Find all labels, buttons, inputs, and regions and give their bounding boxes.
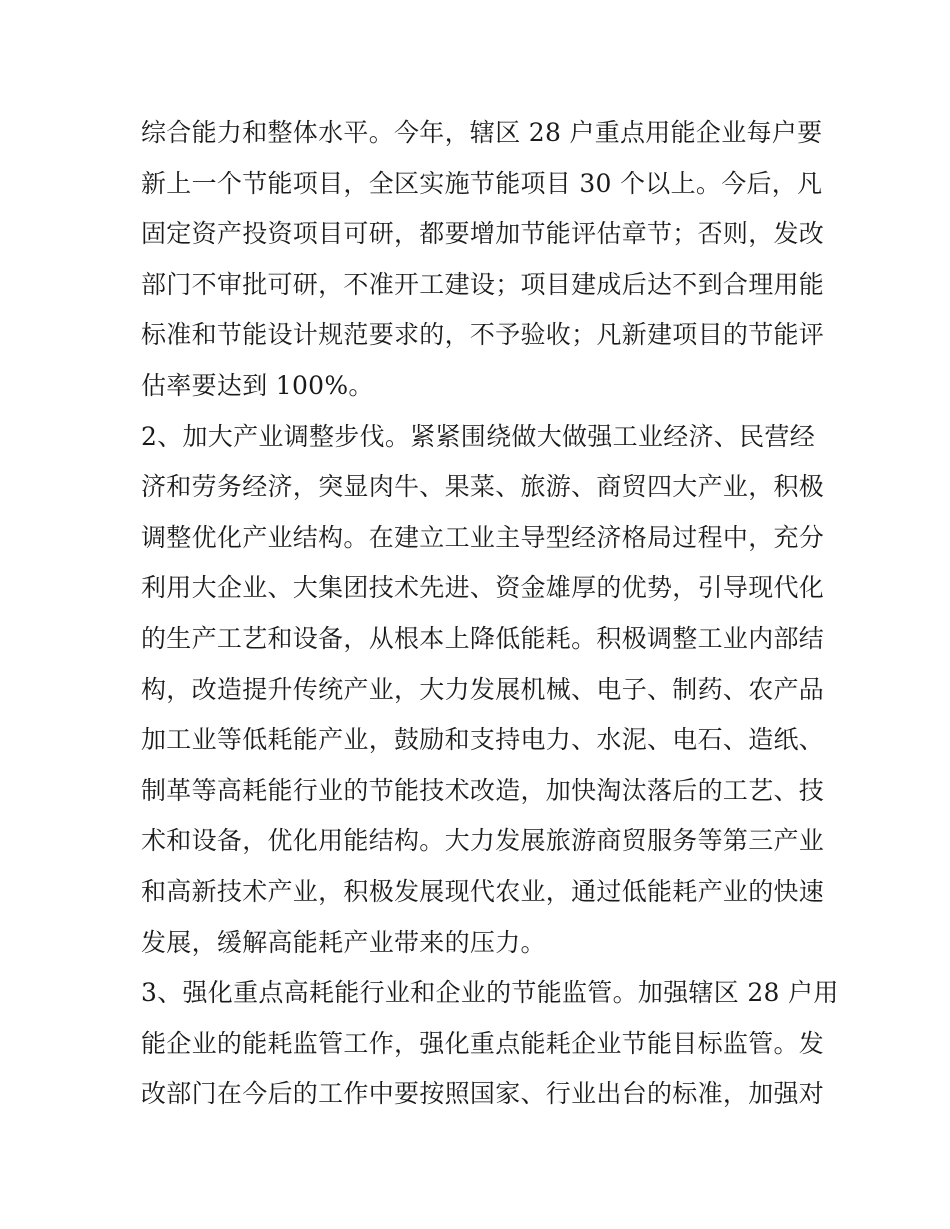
text-line: 构，改造提升传统产业，大力发展机械、电子、制药、农产品 [141,674,825,704]
text-line: 和高新技术产业，积极发展现代农业，通过低能耗产业的快速 [141,876,825,906]
text-line: 2、加大产业调整步伐。紧紧围绕做大做强工业经济、民营经 [141,421,816,451]
text-line: 调整优化产业结构。在建立工业主导型经济格局过程中，充分 [141,522,825,552]
text-line: 加工业等低耗能产业，鼓励和支持电力、水泥、电石、造纸、 [141,725,825,755]
text-line: 标准和节能设计规范要求的，不予验收；凡新建项目的节能评 [141,320,825,350]
text-line: 综合能力和整体水平。今年，辖区 28 户重点用能企业每户要 [141,118,823,147]
text-line: 部门不审批可研，不准开工建设；项目建成后达不到合理用能 [141,269,825,299]
text-line: 的生产工艺和设备，从根本上降低能耗。积极调整工业内部结 [141,623,825,653]
text-line: 能企业的能耗监管工作，强化重点能耗企业节能目标监管。发 [141,1028,825,1058]
text-line: 利用大企业、大集团技术先进、资金雄厚的优势，引导现代化 [141,573,825,603]
text-line: 改部门在今后的工作中要按照国家、行业出台的标准，加强对 [141,1079,825,1109]
body-text [141,108,839,1120]
text-line: 制革等高耗能行业的节能技术改造，加快淘汰落后的工艺、技 [141,775,825,805]
text-line: 新上一个节能项目，全区实施节能项目 30 个以上。今后，凡 [141,168,823,198]
text-line: 术和设备，优化用能结构。大力发展旅游商贸服务等第三产业 [141,826,825,856]
text-line: 济和劳务经济，突显肉牛、果菜、旅游、商贸四大产业，积极 [141,472,825,502]
text-line: 3、强化重点高耗能行业和企业的节能监管。加强辖区 28 户用 [141,978,839,1008]
text-line: 发展，缓解高能耗产业带来的压力。 [141,927,546,957]
text-line: 估率要达到 100%。 [141,370,374,400]
text-line: 固定资产投资项目可研，都要增加节能评估章节；否则，发改 [141,219,825,249]
